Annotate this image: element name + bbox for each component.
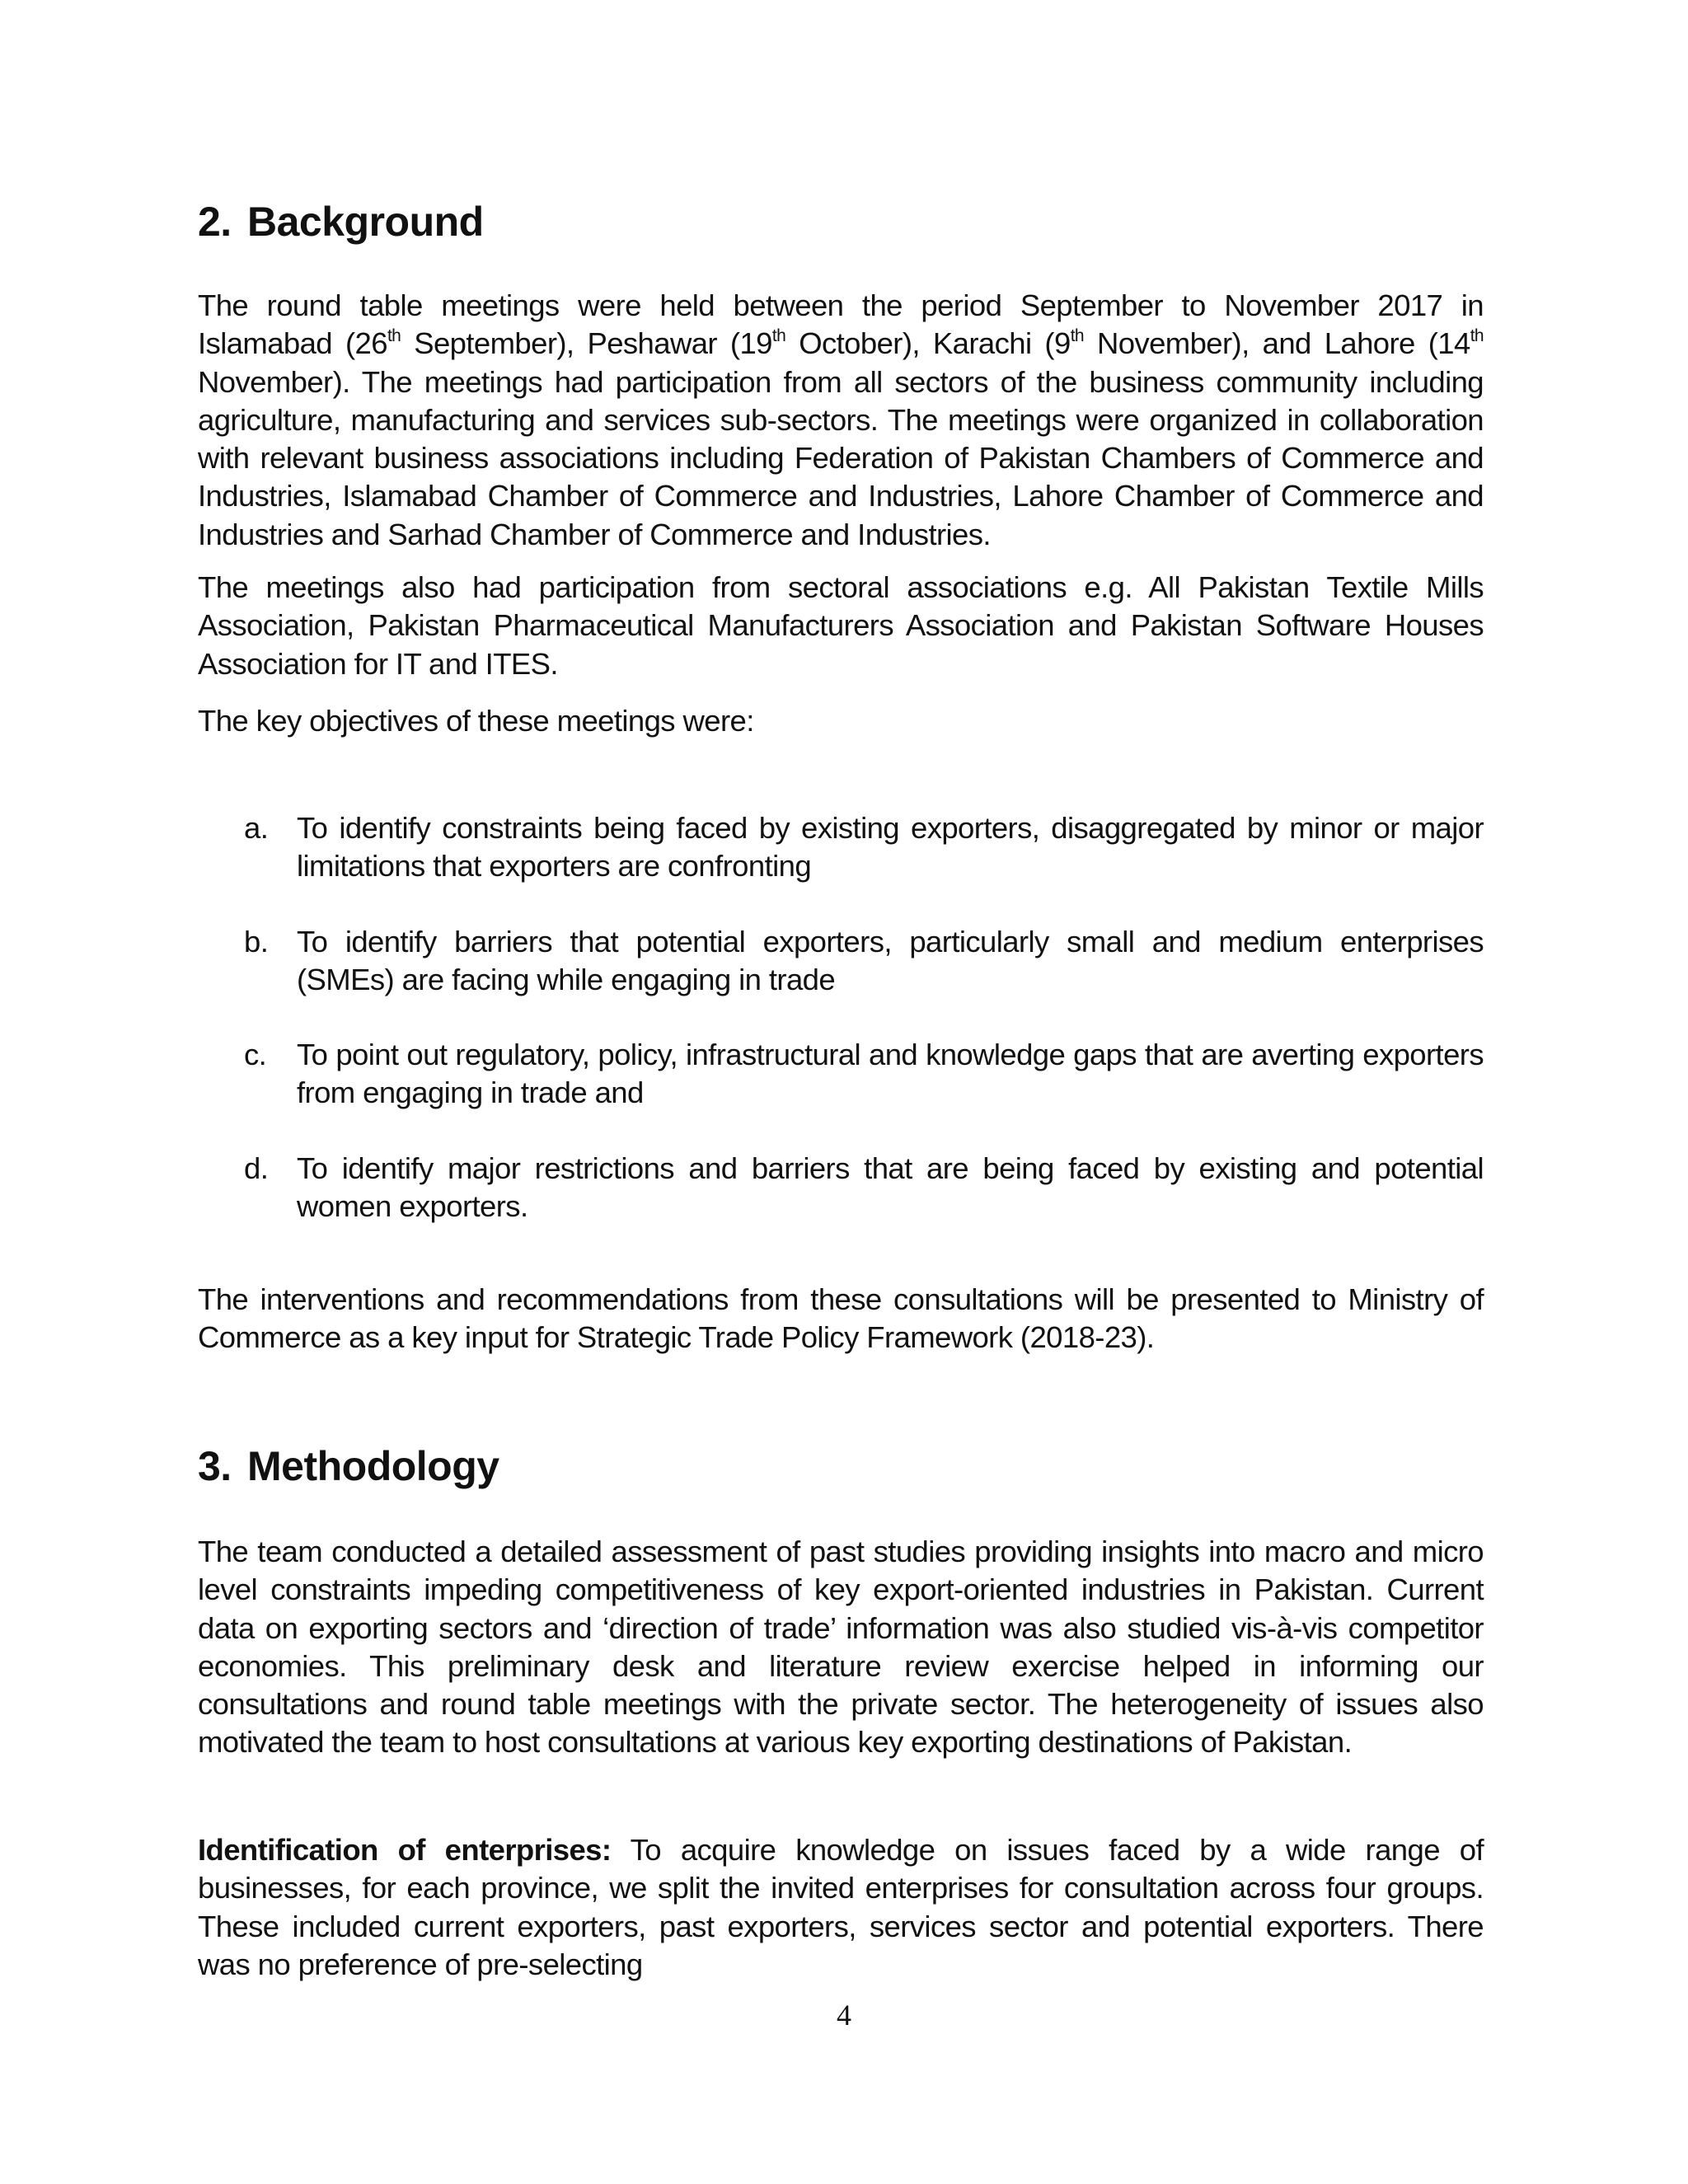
methodology-paragraph-1: The team conducted a detailed assessment of past studies providing insights into macro and micro level constraints impeding competitiveness of key export-oriented industries in Pakistan. Current data on exporting sectors and ‘direction of trade’ information was also studied vis-à-vis competitor economies. This preliminary desk and literature review exercise helped in informing our consultations and round table meetings with the private sector. The heterogeneity of issues also motivated the team to host consultations at various key exporting destinations of Pakistan. [198, 1535, 1484, 1760]
paragraph-lead-label: Identification of enterprises: [198, 1833, 612, 1867]
list-item: d. To identify major restrictions and barriers that are being faced by existing and potential women exporters. [244, 1151, 1484, 1224]
background-paragraph-2: The meetings also had participation from sectoral associations e.g. All Pakistan Textile Mills Association, Pakistan Pharmaceutical Manufacturers Association and Pakistan Software Houses Association for IT and ITES. [198, 570, 1484, 681]
background-paragraph-3: The key objectives of these meetings were: [198, 704, 754, 738]
background-paragraph-4: The interventions and recommendations from these consultations will be presented to Ministry of Commerce as a key input for Strategic Trade Policy Framework (2018-23). [198, 1282, 1484, 1355]
section-number: 2. [198, 199, 232, 245]
list-item: a. To identify constraints being faced by existing exporters, disaggregated by minor or major limitations that exporters are confronting [244, 811, 1484, 883]
list-item: c. To point out regulatory, policy, infrastructural and knowledge gaps that are averting exporters from engaging in trade and [244, 1038, 1484, 1110]
section-heading-background [198, 198, 484, 246]
document-page [198, 0, 1484, 2184]
page-number: 4 [837, 1999, 851, 2032]
section-title: Methodology [247, 1443, 499, 1489]
background-paragraph-1: The round table meetings were held between the period September to November 2017 in Islamabad (26th September), Peshawar (19th October), Karachi (9th November), and Lahore (14th November). The meetings had participation from all sectors of the business community including agriculture, manufacturing and services sub-sectors. The meetings were organized in collaboration with relevant business associations including Federation of Pakistan Chambers of Commerce and Industries, Islamabad Chamber of Commerce and Industries, Lahore Chamber of Commerce and Industries and Sarhad Chamber of Commerce and Industries. [198, 288, 1484, 551]
list-item: b. To identify barriers that potential exporters, particularly small and medium enterprises (SMEs) are facing while engaging in trade [244, 924, 1484, 996]
section-heading-methodology [198, 1442, 499, 1490]
section-number: 3. [198, 1443, 232, 1489]
section-title: Background [247, 199, 484, 245]
objectives-list [198, 809, 1484, 1226]
methodology-paragraph-2: Identification of enterprises: To acquire knowledge on issues faced by a wide range of businesses, for each province, we split the invited enterprises for consultation across four groups. These included current exporters, past exporters, services sector and potential exporters. There was no preference of pre-selecting [198, 1833, 1484, 1981]
